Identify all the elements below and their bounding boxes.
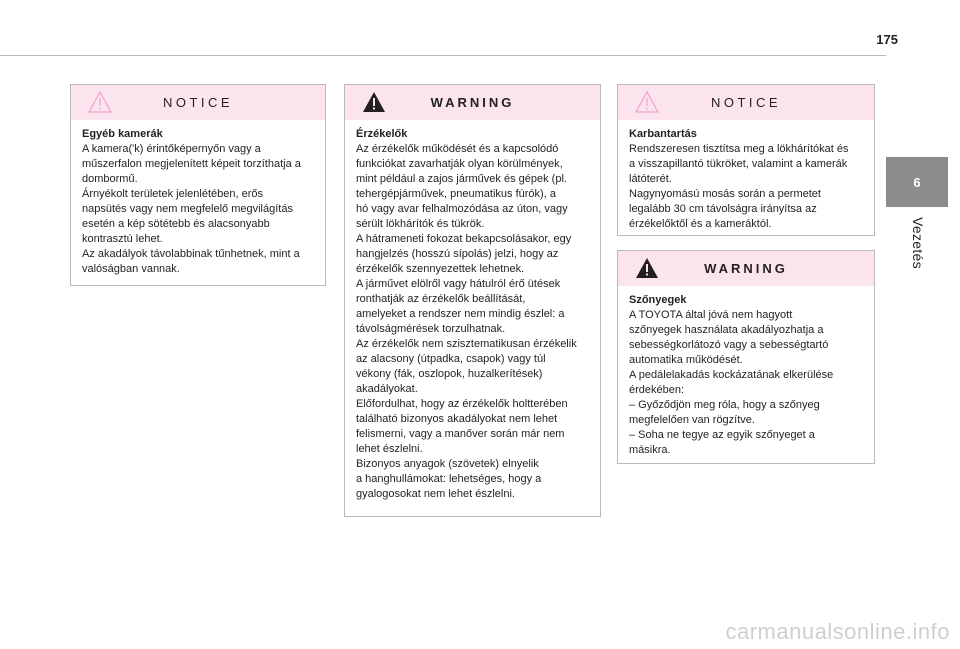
chapter-title [888,217,948,337]
text-line: másikra. [629,444,671,456]
text-line: látóterét. [629,173,672,185]
notice-body [618,120,874,240]
warning-header [345,85,600,120]
notice-title: NOTICE [710,94,782,110]
notice-triangle-icon [635,91,659,113]
text-line: sérült lökhárítók és tükrök. [356,218,485,230]
text-line: Előfordulhat, hogy az érzékelők holtterében [356,398,568,410]
notice-header [618,85,874,120]
notice-heading: Karbantartás [629,128,697,140]
text-line: funkciókat zavarhatják olyan körülmények, [356,158,563,170]
chapter-title-text: Vezetés [910,217,926,269]
text-line: esetén a kép sötétebb és alacsonyabb [82,218,270,230]
text-line: Bizonyos anyagok (szövetek) elnyelik [356,458,539,470]
text-line: napsütés vagy nem megfelelő megvilágítás [82,203,293,215]
warning-body [345,120,600,510]
text-line: található bizonyos akadályokat nem lehet [356,413,558,425]
notice-body [71,120,325,285]
text-line: A TOYOTA által jóvá nem hagyott [629,309,793,321]
text-line: érdekében: [629,384,685,396]
text-line: vékony (fák, oszlopok, huzalkerítések) [356,368,543,380]
warning-header [618,251,874,286]
warning-box-sensors [344,84,601,517]
text-line: lehet észlelni. [356,443,423,455]
text-line: gyalogosokat nem lehet észlelni. [356,488,515,500]
text-line: Az akadályok távolabbinak tűnhetnek, mint a [82,248,300,260]
text-line: A hátrameneti fokozat bekapcsolásakor, egy [356,233,572,245]
warning-title: WARNING [704,260,788,276]
text-line: dombormű. [82,173,138,185]
text-line: Az érzékelők nem szisztematikusan érzékelik [356,338,577,350]
text-line: a hanghullámokat: lehetséges, hogy a [356,473,542,485]
text-line: megfelelően van rögzítve. [629,414,755,426]
notice-title: NOTICE [162,94,234,110]
text-line: kontrasztú lehet. [82,233,163,245]
text-line: A pedálelakadás kockázatának elkerülése [629,369,834,381]
text-line: Árnyékolt területek jelenlétében, erős [82,188,263,200]
top-rule [0,55,886,56]
notice-triangle-icon [88,91,112,113]
text-line: hangjelzés (hosszú sípolás) jelzi, hogy az [356,248,559,260]
text-line: Az érzékelők működését és a kapcsolódó [356,143,559,155]
text-line: A járművet elölről vagy hátulról érő ütések [356,278,561,290]
page-number: 175 [876,32,898,47]
text-line: valóságban vannak. [82,263,180,275]
text-line: automatika működését. [629,354,743,366]
text-line: az alacsony (útpadka, csapok) vagy túl [356,353,546,365]
watermark: carmanualsonline.info [725,619,950,644]
warning-triangle-icon [635,257,659,279]
text-line: Nagynyomású mosás során a permetet [629,188,821,200]
warning-heading: Szőnyegek [629,294,687,306]
notice-heading: Egyéb kamerák [82,128,163,140]
text-line: érzékelők szennyezettek lehetnek. [356,263,525,275]
text-line: ronthatják az érzékelők beállítását, [356,293,526,305]
text-line: mint például a zajos járművek és gépek (pl. [356,173,567,185]
warning-body [618,286,874,466]
text-line: érzékelőktől és a kameráktól. [629,218,772,230]
notice-header [71,85,325,120]
text-line: sebességkorlátozó vagy a sebességtartó [629,339,829,351]
text-line: hó vagy avar felhalmozódása az úton, vagy [356,203,568,215]
warning-heading: Érzékelők [356,128,408,140]
warning-box-mats [617,250,875,464]
notice-box-cameras [70,84,326,286]
chapter-tab[interactable]: 6 [886,157,948,207]
text-line: A kamera('k) érintőképernyőn vagy a [82,143,261,155]
text-line: felismerni, vagy a manőver során már nem [356,428,565,440]
text-line: akadályokat. [356,383,418,395]
text-line: távolságmérések torzulhatnak. [356,323,506,335]
text-line: a visszapillantó tükröket, valamint a kamerák [629,158,848,170]
text-line: Rendszeresen tisztítsa meg a lökhárítókat és [629,143,849,155]
text-line: amelyeket a rendszer nem mindig észlel: a [356,308,565,320]
warning-title: WARNING [430,94,515,110]
text-line: – Soha ne tegye az egyik szőnyeget a [629,429,815,441]
text-line: szőnyegek használata akadályozhatja a [629,324,824,336]
text-line: műszerfalon megjelenített képeit torzíthatja a [82,158,301,170]
text-line: tehergépjárművek, pneumatikus fúrók), a [356,188,556,200]
text-line: – Győződjön meg róla, hogy a szőnyeg [629,399,820,411]
notice-box-maintenance [617,84,875,236]
warning-triangle-icon [362,91,386,113]
text-line: legalább 30 cm távolságra irányítsa az [629,203,817,215]
